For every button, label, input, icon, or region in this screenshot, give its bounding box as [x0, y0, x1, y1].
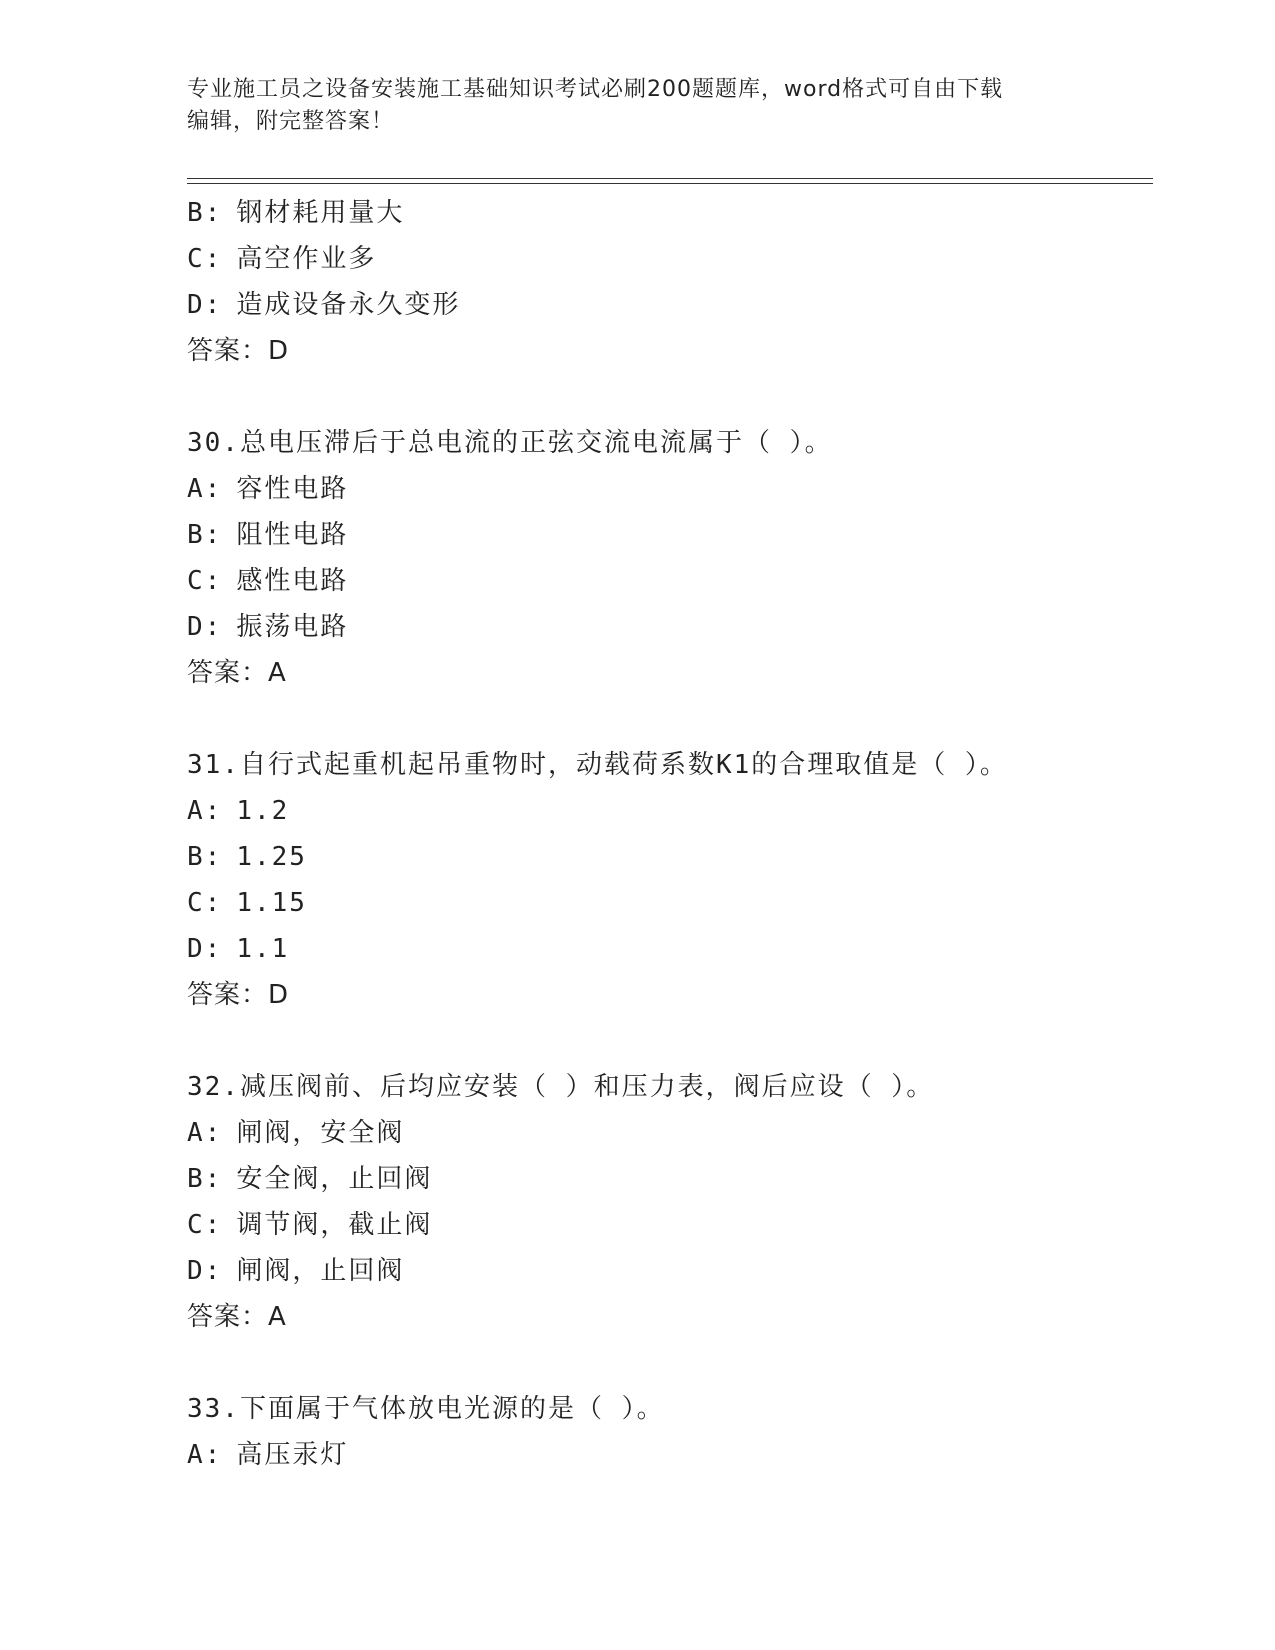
question-stem: 33.下面属于气体放电光源的是（ ）。 — [187, 1394, 665, 1424]
question-stem: 30.总电压滞后于总电流的正弦交流电流属于（ ）。 — [187, 428, 833, 458]
question-31 — [187, 742, 1137, 1018]
answer-line: 答案：D — [187, 980, 290, 1010]
option-c: C: 高空作业多 — [187, 244, 377, 274]
header-divider-bottom — [187, 183, 1153, 184]
question-list — [187, 190, 1137, 1478]
option-c: C: 调节阀，截止阀 — [187, 1210, 433, 1240]
spacer — [187, 696, 1137, 742]
spacer — [187, 374, 1137, 420]
answer-line: 答案：A — [187, 1302, 287, 1332]
option-a: A: 容性电路 — [187, 474, 349, 504]
option-d: D: 造成设备永久变形 — [187, 290, 461, 320]
question-32 — [187, 1064, 1137, 1340]
question-33 — [187, 1386, 1137, 1478]
option-b: B: 安全阀，止回阀 — [187, 1164, 433, 1194]
option-b: B: 阻性电路 — [187, 520, 349, 550]
answer-line: 答案：A — [187, 658, 287, 688]
question-stem: 32.减压阀前、后均应安装（ ）和压力表，阀后应设（ ）。 — [187, 1072, 935, 1102]
document-header — [187, 74, 1067, 138]
header-title-line-1: 专业施工员之设备安装施工基础知识考试必刷200题题库，word格式可自由下载 — [187, 77, 1004, 102]
option-b: B: 1.25 — [187, 842, 307, 872]
question-stem: 31.自行式起重机起吊重物时，动载荷系数K1的合理取值是（ ）。 — [187, 750, 1008, 780]
option-d: D: 闸阀，止回阀 — [187, 1256, 405, 1286]
option-a: A: 1.2 — [187, 796, 290, 826]
header-divider-top — [187, 178, 1153, 179]
option-b: B: 钢材耗用量大 — [187, 198, 405, 228]
option-c: C: 感性电路 — [187, 566, 349, 596]
header-title-line-2: 编辑，附完整答案！ — [187, 109, 395, 134]
question-30 — [187, 420, 1137, 696]
option-a: A: 闸阀，安全阀 — [187, 1118, 405, 1148]
spacer — [187, 1018, 1137, 1064]
option-d: D: 1.1 — [187, 934, 290, 964]
option-a: A: 高压汞灯 — [187, 1440, 349, 1470]
option-d: D: 振荡电路 — [187, 612, 349, 642]
question-continuation — [187, 190, 1137, 374]
option-c: C: 1.15 — [187, 888, 307, 918]
answer-line: 答案：D — [187, 336, 290, 366]
spacer — [187, 1340, 1137, 1386]
